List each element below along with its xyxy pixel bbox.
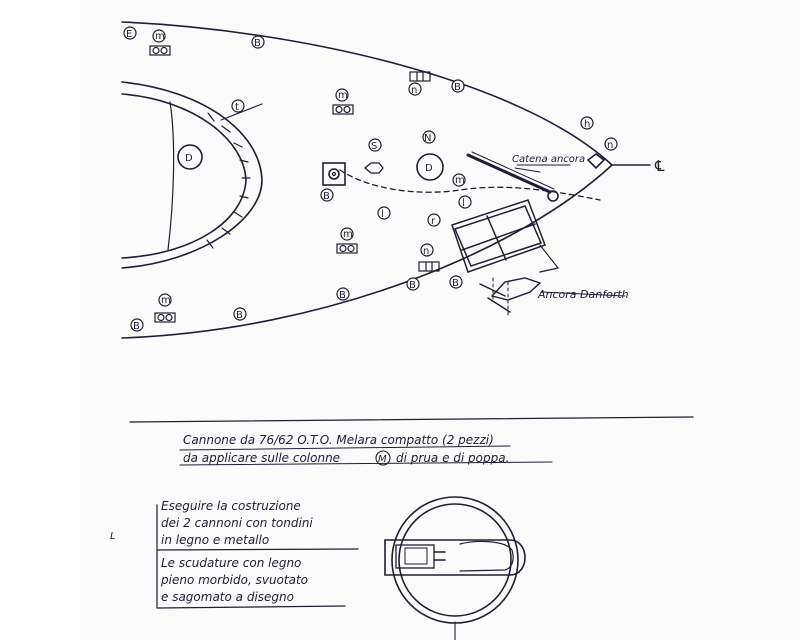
marker-b-5: B: [409, 280, 416, 291]
marker-m-3: m: [455, 175, 465, 186]
marker-e: E: [126, 29, 133, 40]
instruction-1-line-3: in legno e metallo: [161, 533, 270, 547]
marker-n-big: N: [424, 133, 432, 144]
marker-b-4: B: [452, 278, 459, 289]
cannon-title: Cannone da 76/62 O.T.O. Melara compatto (2 pezzi): [183, 433, 494, 447]
catena-ancora-label: Catena ancora: [512, 154, 586, 165]
centerline-symbol: ℄: [653, 157, 667, 175]
marker-l-1: l: [381, 209, 384, 220]
instruction-1-line-2: dei 2 cannoni con tondini: [161, 516, 313, 530]
marker-t: t: [235, 102, 239, 113]
marker-n-3: n: [607, 140, 614, 151]
marker-h: h: [584, 119, 591, 130]
margin-mark: L: [110, 531, 116, 542]
marker-s: S: [371, 141, 378, 152]
cannon-apply-mark: M: [378, 454, 387, 465]
marker-b-6: B: [339, 290, 346, 301]
cannon-apply-text-b: di prua e di poppa.: [396, 451, 510, 465]
marker-b-2: B: [454, 82, 461, 93]
instruction-2-line-2: pieno morbido, svuotato: [161, 573, 309, 587]
marker-l-2: l: [462, 198, 465, 209]
instruction-2-line-1: Le scudature con legno: [161, 556, 302, 570]
marker-b-1: B: [254, 38, 261, 49]
instruction-2-line-3: e sagomato a disegno: [161, 590, 294, 604]
marker-m-2: m: [338, 90, 348, 101]
marker-m-4: m: [343, 229, 353, 240]
marker-b-3: B: [323, 191, 330, 202]
marker-b-7: B: [236, 310, 243, 321]
marker-r: r: [431, 216, 436, 227]
marker-d-center: D: [425, 163, 433, 174]
instruction-1-line-1: Eseguire la costruzione: [161, 499, 301, 513]
marker-n-1: n: [411, 85, 418, 96]
marker-m-5: m: [161, 295, 171, 306]
cannon-apply-text-a: da applicare sulle colonne: [183, 451, 341, 465]
marker-d-left: D: [185, 153, 193, 164]
ancora-danforth-label: Ancora Danforth: [538, 288, 629, 301]
marker-n-2: n: [423, 246, 430, 257]
marker-m-1: m: [155, 31, 165, 42]
marker-b-8: B: [133, 321, 140, 332]
